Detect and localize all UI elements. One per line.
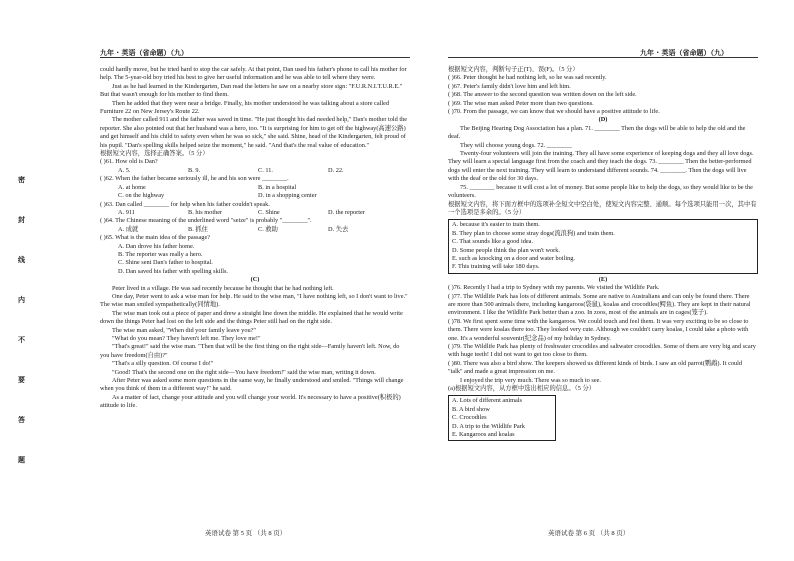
seal-char: 题 xyxy=(18,456,25,464)
paragraph: One day, Peter went to ask a wise man for help. He said to the wise man, "I have nothing left, so I don't want to live." The wise man smiled sympathetically(同情地). xyxy=(100,292,408,309)
page-footer-left: 英语试卷 第 5 页 （共 8 页） xyxy=(205,530,287,537)
instruction: 根据短文内容，判断句子正(T)、误(F)。（5 分） xyxy=(448,66,579,73)
match-question: ( )80. There was also a bird show. The keepers showed us different kinds of birds. I saw an old parrot(鹦鹉). It could "talk" and made a great impression on me. xyxy=(448,359,743,376)
option: D. 22. xyxy=(328,166,344,174)
option: D. in a shopping center xyxy=(258,192,317,200)
option: A. 911 xyxy=(118,208,135,216)
section-label: (E) xyxy=(598,275,608,283)
option: C. 11. xyxy=(258,166,273,174)
option: C. on the highway xyxy=(118,192,165,200)
paragraph: The Beijing Hearing Dog Association has a plan. 71. ________ Then the dogs will be able to help the old and the deaf. xyxy=(448,124,746,141)
option: C. 救助 xyxy=(258,225,278,233)
option: B. 9. xyxy=(188,166,201,174)
seal-char: 密 xyxy=(18,176,25,184)
seal-char: 不 xyxy=(18,336,25,344)
paragraph: As a matter of fact, change your attitude and you will change your world. It's necessary to have a positive(积极的) attitude to life. xyxy=(100,393,401,410)
option: B. in a hospital xyxy=(258,183,297,191)
tf-question: ( )70. From the passage, we can know that we should have a positive attitude to life. xyxy=(448,108,660,116)
options-box xyxy=(448,219,758,273)
box-option: B. They plan to choose some stray dogs(流浪狗) and train them. xyxy=(452,229,615,237)
box-option: A. Lots of different animals xyxy=(452,397,523,405)
option: A. at home xyxy=(118,183,146,191)
header-right: 九年 · 英语（省命题）（九） xyxy=(640,49,729,57)
paragraph: could hardly move, but he tried hard to stop the car safely. At that point, Dan used his father's phone to call his mother for help. The 5-year-old boy tried his best to give her useful information and he was able to tell where they were. xyxy=(100,66,407,82)
right-column xyxy=(448,66,758,443)
option: A. 成就 xyxy=(118,225,139,233)
match-question: ( )77. The Wildlife Park has lots of different animals. Some are native to Australians and can only be found there. There are more than 500 animals there, including kangaroos(袋鼠), koalas and crocodiles(鳄鱼). They are kept in their natural environment. I like the Wildlife Park better than a zoo. In zoos, most of the animals are in cages(笼子). xyxy=(448,292,751,317)
paragraph: After Peter was asked some more questions in the same way, he finally understood and smiled. "Things will change when you think of them in a different way!" he said. xyxy=(100,377,404,393)
box-option: E. such as knocking on a door and water boiling. xyxy=(452,254,575,262)
option: D. the reporter xyxy=(328,208,365,216)
match-question: ( )79. The Wildlife Park has plenty of freshwater crocodiles and saltwater crocodiles. Some of them are very big and scary with huge teeth! I did not want to get too close to them. xyxy=(448,343,756,359)
paragraph: Twenty-four volunteers will join the training. They all have some experience of keeping dogs and they all love dogs. They will learn a special language first from the coach and they teach the dogs. 73. ________ Then the better-performed dogs will enter the next training. They will learn to understand different sounds. 74. ________. Then the dogs will live with the deaf or the old for 30 days. xyxy=(448,150,754,183)
tf-question: ( )66. Peter thought he had nothing left, so he was sad recently. xyxy=(448,74,607,82)
paragraph: I enjoyed the trip very much. There was so much to see. xyxy=(460,376,601,384)
instruction: (a)根据短文内容，从方框中选出相应的信息。（5 分） xyxy=(448,385,596,393)
question-63: ( )63. Dan called ________ for help when his father couldn't speak. xyxy=(100,200,270,208)
options-62 xyxy=(100,184,410,192)
options-62b xyxy=(100,192,410,200)
option: D. 失去 xyxy=(328,225,349,233)
header-rule-right xyxy=(448,57,758,58)
paragraph: They will choose young dogs. 72. ________ xyxy=(460,141,572,149)
left-column xyxy=(100,66,410,411)
match-question: ( )76. Recently I had a trip to Sydney with my parents. We visited the Wildlife Park. xyxy=(448,284,660,292)
option: B. his mother xyxy=(188,208,223,216)
box-option: D. A trip to the Wildlife Park xyxy=(452,422,525,430)
paragraph: Then he added that they were near a bridge. Finally, his mother understood he was talking about a store called Furniture 22 on New Jersey's Route 22. xyxy=(100,99,390,116)
options-64 xyxy=(100,226,410,234)
option: D. Dan saved his father with spelling skills. xyxy=(118,267,229,275)
seal-char: 要 xyxy=(18,376,25,384)
paragraph: "What do you mean? They haven't left me. They love me!" xyxy=(112,335,261,342)
paragraph: The mother called 911 and the father was saved in time. "He just thought his dad needed help," Dan's mother told the reporter. She also pointed out that her husband was a hero, too. "It is surprising for him to get off the highway(高速公路) and get himself and his child to safety even when he was so sick," she said. Shine, head of the Kindergarten, felt proud of his pupil. "Dan's spelling skills helped seize the moment," he said. "And that's the real value of education." xyxy=(100,116,408,149)
question-61: ( )61. How old is Dan? xyxy=(100,158,158,166)
box-option: E. Kangaroos and koalas xyxy=(452,431,515,439)
header-rule-left xyxy=(100,57,410,58)
box-option: A. because it's easier to train them. xyxy=(452,221,540,229)
paragraph: "That's a silly question. Of course I do!" xyxy=(112,360,214,368)
paragraph: The wise man took out a piece of paper and drew a straight line down the middle. He explained that he would write down the things Peter had lost on the left side and the things Peter still had on the right side. xyxy=(100,309,403,326)
paragraph: 75. ________ because it will cost a lot of money. But some people like to help the dogs, so they would like to be the volunteers. xyxy=(448,183,753,200)
option: C. Shine xyxy=(258,208,280,216)
option: B. 抓住 xyxy=(188,225,208,233)
page-footer-right: 英语试卷 第 6 页 （共 8 页） xyxy=(548,530,630,537)
tf-question: ( )68. The answer to the second question was written down on the left side. xyxy=(448,91,637,99)
seal-char: 线 xyxy=(18,256,25,264)
box-option: B. A bird show xyxy=(452,405,490,413)
box-option: C. Crocodiles xyxy=(452,414,487,422)
paragraph: Peter lived in a village. He was sad recently because he thought that he had nothing left. xyxy=(112,284,334,292)
box-option: F. This training will take 180 days. xyxy=(452,263,540,271)
question-64: ( )64. The Chinese meaning of the underlined word "seize" is probably "________". xyxy=(100,217,312,225)
tf-question: ( )67. Peter's family didn't love him and left him. xyxy=(448,82,571,90)
question-62: ( )62. When the father became seriously ill, he and his son were ________. xyxy=(100,175,289,183)
seal-char: 封 xyxy=(18,216,25,224)
section-label: (D) xyxy=(598,116,608,124)
options-63 xyxy=(100,209,410,217)
tf-question: ( )69. The wise man asked Peter more than two questions. xyxy=(448,99,594,107)
paragraph: "That's great!" said the wise man. "Then that will be the first thing on the right side—Family haven't left. Now, do you have freedom(自由)?" xyxy=(100,343,400,359)
box-option: D. Some people think the plan won't work. xyxy=(452,246,560,254)
option: A. 5. xyxy=(118,166,131,174)
instruction: 根据短文内容，将下面方框中的选项补全短文中空白处，使短文内容完整、通顺。每个选项只能用一次，其中有一个选项是多余的。（5 分） xyxy=(448,200,757,216)
option: C. Shine sent Dan's father to hospital. xyxy=(118,259,213,267)
paragraph: The wise man asked, "When did your family leave you?" xyxy=(112,326,256,334)
options-box-small xyxy=(448,395,556,441)
instruction: 根据短文内容，选择正确答案。（5 分） xyxy=(100,150,209,158)
seal-char: 答 xyxy=(18,416,25,424)
paragraph: Just as he had learned in the Kindergarten, Dan read the letters he saw on a nearby store sign: "F.U.R.N.I.T.U.R.E." But that wasn't enough for his mother to find them. xyxy=(100,82,403,99)
seal-char: 内 xyxy=(18,296,25,304)
option: A. Dan drove his father home. xyxy=(118,242,195,250)
question-65: ( )65. What is the main idea of the passage? xyxy=(100,234,211,242)
section-label: (C) xyxy=(250,276,260,284)
paragraph: "Good! That's the second one on the right side—You have freedom!" said the wise man, writing it down. xyxy=(112,368,376,376)
match-question: ( )78. We first spent some time with the kangaroos. We could touch and feel them. It was very exciting to be so close to them. There were koalas there too. They looked very cute. Although we couldn't carry koalas, I could take a photo with one. It's a wonderful souvenir(纪念品) of my holiday in Sydney. xyxy=(448,317,749,342)
box-option: C. That sounds like a good idea. xyxy=(452,238,534,246)
header-left: 九年 · 英语（省命题）（九） xyxy=(100,49,189,57)
options-61 xyxy=(100,167,410,175)
option: B. The reporter was really a hero. xyxy=(118,250,203,258)
